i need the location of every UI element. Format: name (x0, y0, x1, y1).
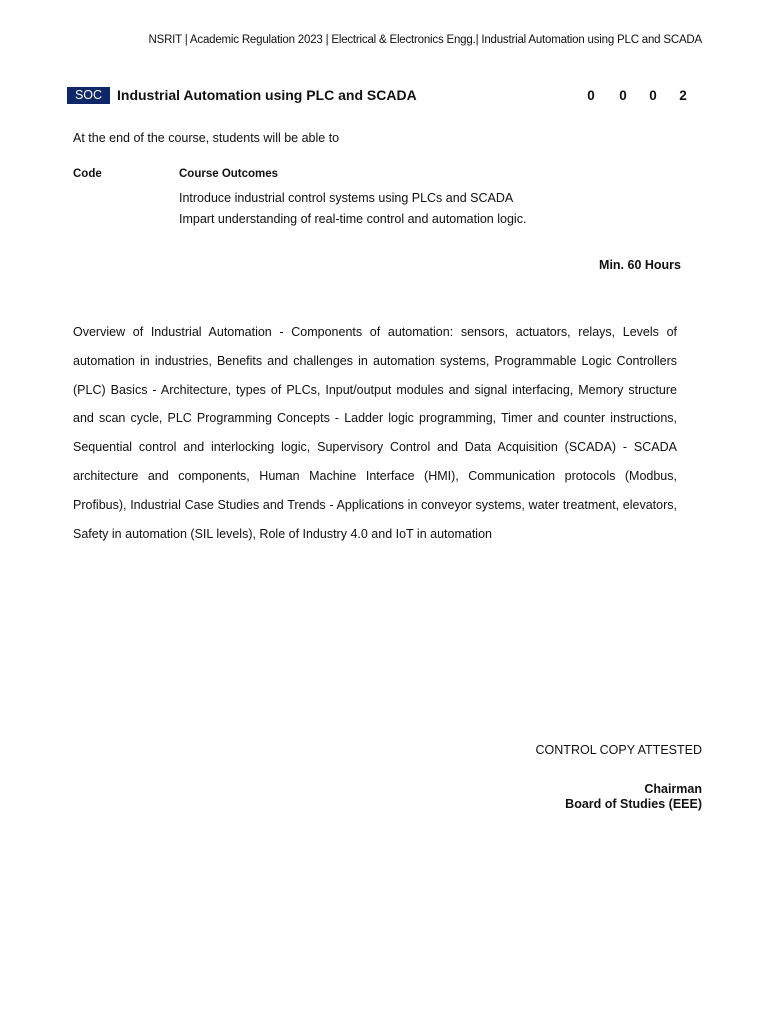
course-outcome-item: Impart understanding of real-time control and automation logic. (179, 212, 527, 226)
course-category-badge: SOC (67, 87, 110, 104)
credits: 2 (679, 88, 687, 103)
outcomes-title-header: Course Outcomes (179, 168, 279, 180)
course-heading-row (67, 87, 697, 104)
attestation-text: CONTROL COPY ATTESTED (535, 743, 702, 757)
practical-hours: 0 (649, 88, 657, 103)
course-outcome-list (179, 190, 526, 232)
course-title: Industrial Automation using PLC and SCADA (117, 87, 417, 103)
signatory-block (565, 782, 702, 812)
course-outcome-item: Introduce industrial control systems using PLCs and SCADA (179, 191, 514, 205)
outcomes-code-header: Code (73, 168, 102, 180)
syllabus-content: Overview of Industrial Automation - Components of automation: sensors, actuators, relays, Levels of automation in industries, Benefits and challenges in automation systems, Programmable Logic Controllers (PLC) Basics - Architecture, types of PLCs, Input/output modules and signal interfacing, Memory structure and scan cycle, PLC Programming Concepts - Ladder logic programming, Timer and counter instructions, Sequential control and interlocking logic, Supervisory Control and Data Acquisition (SCADA) - SCADA architecture and components, Human Machine Interface (HMI), Communication protocols (Modbus, Profibus), Industrial Case Studies and Trends - Applications in conveyor systems, water treatment, elevators, Safety in automation (SIL levels), Role of Industry 4.0 and IoT in automation (73, 325, 677, 541)
signatory-title: Chairman (644, 782, 702, 796)
minimum-hours: Min. 60 Hours (599, 258, 681, 272)
lecture-hours: 0 (587, 88, 595, 103)
running-header: NSRIT | Academic Regulation 2023 | Electrical & Electronics Engg.| Industrial Automation using PLC and SCADA (148, 34, 702, 46)
signatory-body: Board of Studies (EEE) (565, 797, 702, 811)
outcomes-intro: At the end of the course, students will be able to (73, 131, 340, 145)
tutorial-hours: 0 (619, 88, 627, 103)
